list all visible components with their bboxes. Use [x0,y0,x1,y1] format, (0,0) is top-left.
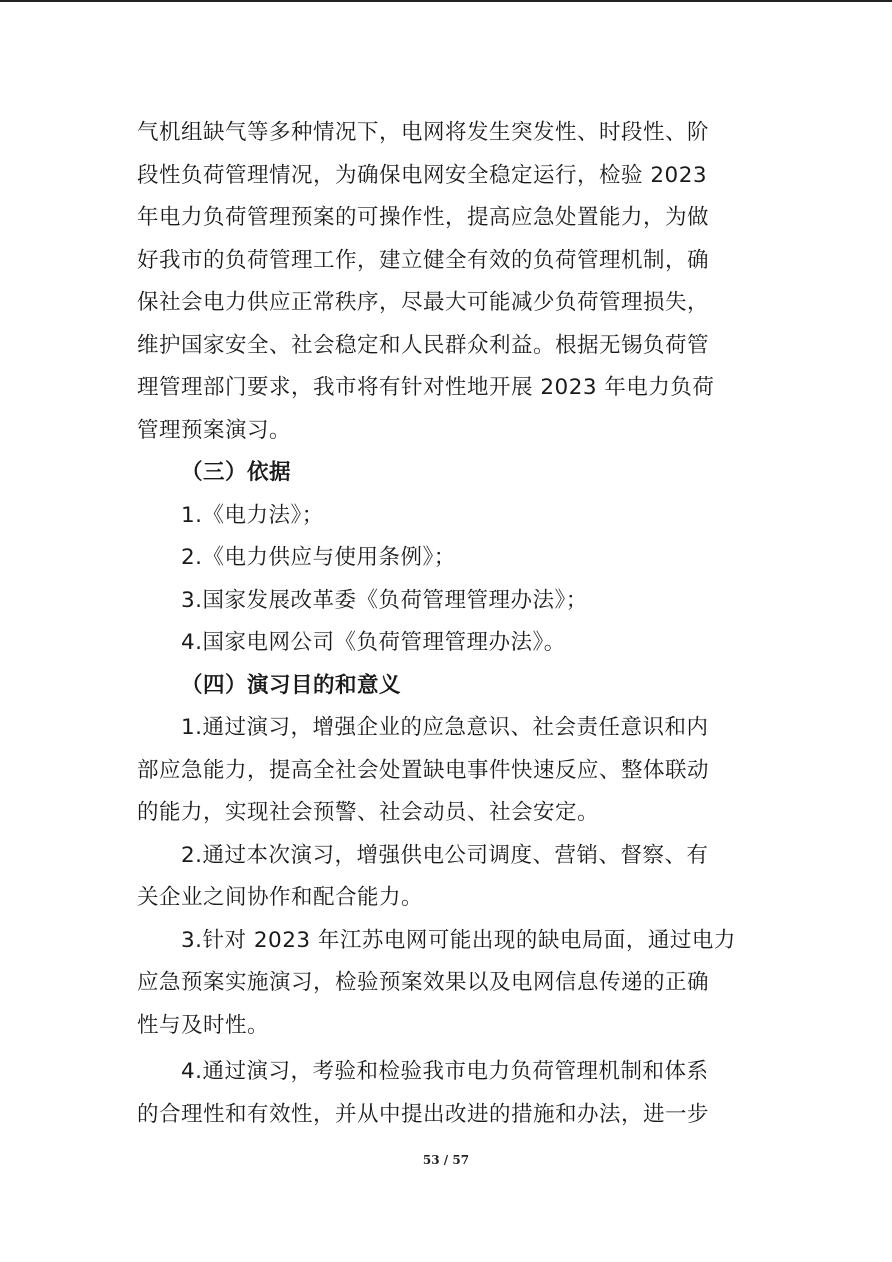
text-line: 气机组缺气等多种情况下，电网将发生突发性、时段性、阶 [137,120,710,145]
basis-item: 4.国家电网公司《负荷管理管理办法》。 [181,630,566,655]
page-number: 53 / 57 [422,1153,470,1167]
text-line: 维护国家安全、社会稳定和人民群众利益。根据无锡负荷管 [137,332,710,358]
text-line: 好我市的负荷管理工作，建立健全有效的负荷管理机制，确 [137,247,710,273]
intro-paragraph [137,112,757,452]
text-line: 保社会电力供应正常秩序，尽最大可能减少负荷管理损失， [137,290,710,315]
text-line: 年电力负荷管理预案的可操作性，提高应急处置能力，为做 [137,205,710,230]
text-line: 性与及时性。 [137,1012,270,1038]
text-line: 关企业之间协作和配合能力。 [137,885,424,910]
text-line: 1.通过演习，增强企业的应急意识、社会责任意识和内 [181,715,709,740]
purpose-paragraph-3 [137,920,757,1048]
section-heading-purpose: （四）演习目的和意义 [181,672,402,698]
page-top-border [0,0,892,2]
text-line: 2.通过本次演习，增强供电公司调度、营销、督察、有 [181,842,709,868]
text-line: 的能力，实现社会预警、社会动员、社会安定。 [137,800,600,825]
text-line: 3.针对 2023 年江苏电网可能出现的缺电局面，通过电力 [181,927,736,953]
text-line: 管理预案演习。 [137,417,292,443]
basis-list [137,495,757,665]
text-line: 的合理性和有效性，并从中提出改进的措施和办法，进一步 [137,1101,710,1127]
text-line: 部应急能力，提高全社会处置缺电事件快速反应、整体联动 [137,757,710,783]
basis-item: 2.《电力供应与使用条例》； [181,545,456,570]
basis-item: 1.《电力法》； [181,502,324,528]
purpose-paragraph-1 [137,707,757,835]
purpose-paragraph-4 [137,1051,757,1136]
basis-item: 3.国家发展改革委《负荷管理管理办法》； [181,587,588,613]
text-line: 4.通过演习，考验和检验我市电力负荷管理机制和体系 [181,1059,709,1084]
text-line: 应急预案实施演习，检验预案效果以及电网信息传递的正确 [137,970,710,995]
document-body [137,112,757,1136]
text-line: 段性负荷管理情况，为确保电网安全稳定运行，检验 2023 [137,162,708,188]
section-heading-basis: （三）依据 [181,460,292,485]
text-line: 理管理部门要求，我市将有针对性地开展 2023 年电力负荷 [137,375,715,400]
purpose-paragraph-2 [137,835,757,920]
